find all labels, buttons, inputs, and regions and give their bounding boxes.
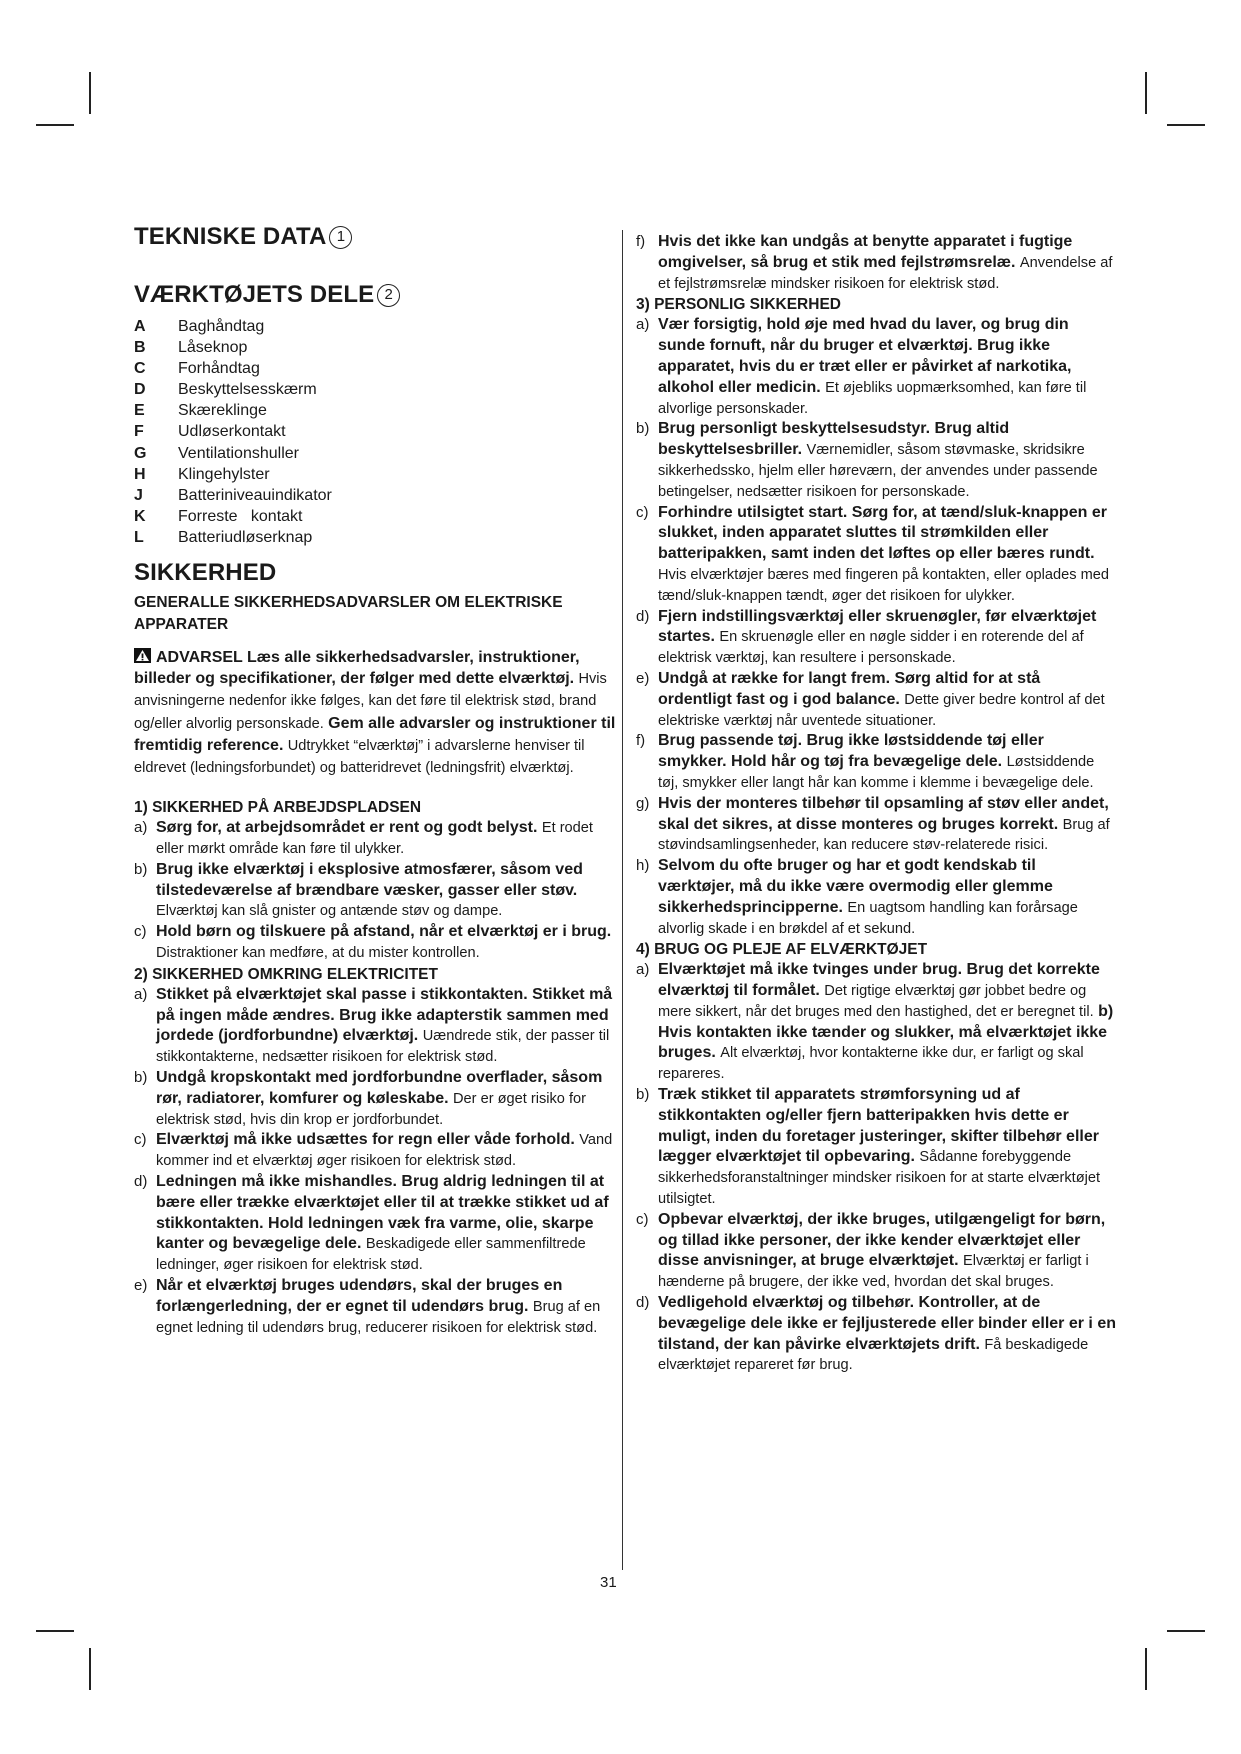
part-name: Forreste kontakt <box>178 507 303 525</box>
item-text: Der er øget risiko for elektrisk stød, hvis din krop er jordforbundet. <box>156 1090 587 1128</box>
part-letter: J <box>134 486 143 504</box>
item-text: Sådanne forebyggende sikkerhedsforanstaltninger mindsker risikoen for at starte elværktøjet utilsigtet. <box>658 1149 1101 1208</box>
crop-mark <box>36 124 74 126</box>
item-bold-text: Selvom du ofte bruger og har et godt kendskab til værktøjer, må du ikke være overmodig eller glemme sikkerhedsprincipperne. <box>658 857 1053 916</box>
figure-ref-badge: 1 <box>329 226 352 249</box>
item-bold-text: Sørg for, at arbejdsområdet er rent og godt belyst. <box>156 819 538 837</box>
part-letter: K <box>134 507 146 525</box>
item-text: En skruenøgle eller en nøgle sidder i en roterende del af elektrisk værktøj, kan resultere i personskade. <box>658 629 1084 667</box>
item-bold-text: Elværktøjet må ikke tvinges under brug. Brug det korrekte elværktøj til formålet. <box>658 961 1100 1000</box>
item-label: c) <box>636 1210 649 1228</box>
warning-text: Udtrykket “elværktøj” i advarslerne henviser til eldrevet (ledningsforbundet) og batteridrevet (ledningsfrit) elværktøj. <box>134 737 585 777</box>
crop-mark <box>89 72 91 114</box>
item-bold-text: Vedligehold elværktøj og tilbehør. Kontroller, at de bevægelige dele ikke er fejljusterede eller binder eller er i en tilstand, der kan påvirke elværktøjets drift. <box>658 1294 1116 1353</box>
part-letter: L <box>134 528 144 546</box>
crop-mark <box>89 1648 91 1690</box>
item-label: d) <box>134 1173 148 1190</box>
part-name: Batteriudløserknap <box>178 528 313 546</box>
list-item <box>134 485 618 506</box>
part-name: Låseknop <box>178 339 248 357</box>
item-bold-text: Brug passende tøj. Brug ikke løstsiddende tøj eller smykker. Hold hår og tøj fra bevægelige dele. <box>658 732 1044 771</box>
list-item <box>636 794 1116 856</box>
list-item <box>134 860 618 922</box>
item-label: e) <box>134 1276 148 1294</box>
item-text: Alt elværktøj, hvor kontakterne ikke dur, er farligt og skal repareres. <box>658 1045 1084 1083</box>
item-label: d) <box>636 1294 650 1312</box>
warning-bold-text: ADVARSEL Læs alle sikkerhedsadvarsler, instruktioner, billeder og specifikationer, der følger med dette elværktøj. <box>134 649 580 688</box>
heading-text: SIKKERHED <box>134 559 277 587</box>
item-label: b) <box>636 1086 650 1104</box>
part-name: Baghåndtag <box>178 318 265 335</box>
item-bold-text: Elværktøj må ikke udsættes for regn eller våde forhold. <box>156 1131 575 1149</box>
list-item <box>134 443 618 464</box>
part-letter: C <box>134 360 146 378</box>
warning-paragraph <box>134 647 618 779</box>
item-text: Elværktøj er farligt i hænderne på brugere, der ikke ved, hvordan det skal bruges. <box>658 1253 1089 1291</box>
general-warnings-heading: GENERALLE SIKKERHEDSADVARSLER OM ELEKTRISKE APPARATER <box>134 594 563 633</box>
item-text: Vand kommer ind et elværktøj øger risikoen for elektrisk stød. <box>156 1132 613 1170</box>
crop-mark <box>1167 124 1205 126</box>
list-item <box>134 464 618 485</box>
list-item <box>134 358 618 379</box>
item-bold-text: Forhindre utilsigtet start. Sørg for, at tænd/sluk-knappen er slukket, inden apparatet sluttes til strømkilden eller batteripakken, samt inden det løftes op eller bæres rundt. <box>658 503 1107 563</box>
item-text: Brug af en egnet ledning til udendørs brug, reducerer risikoen for elektrisk stød. <box>156 1298 601 1336</box>
item-bold-text: Vær forsigtig, hold øje med hvad du laver, og brug din sunde fornuft, når du bruger et elværktøj. Brug ikke apparatet, hvis du er træt eller er påvirket af narkotika, alkohol eller medicin. <box>658 316 1072 396</box>
list-item <box>134 337 618 358</box>
crop-mark <box>1145 72 1147 114</box>
item-text: Distraktioner kan medføre, at du mister kontrollen. <box>156 945 480 962</box>
part-name: Klingehylster <box>178 465 270 483</box>
item-label: b) <box>636 420 650 438</box>
part-name: Ventilationshuller <box>178 444 299 462</box>
item-text: En uagtsom handling kan forårsage alvorlig skade i en brøkdel af et sekund. <box>658 899 1078 937</box>
item-label: c) <box>134 923 147 941</box>
list-item <box>636 731 1116 793</box>
column-divider <box>622 230 623 1570</box>
item-text: Få beskadigede elværktøjet repareret før brug. <box>658 1336 1089 1374</box>
item-bold-text: Hvis der monteres tilbehør til opsamling af støv eller andet, skal det sikres, at disse monteres og bruges korrekt. <box>658 794 1109 833</box>
item-label: f) <box>636 233 646 250</box>
list-item <box>134 1172 618 1276</box>
item-label: d) <box>636 607 650 625</box>
crop-mark <box>1145 1648 1147 1690</box>
item-bold-text: Fjern indstillingsværktøj eller skruenøgler, før elværktøjet startes. <box>658 607 1097 646</box>
right-column <box>636 232 1116 1376</box>
item-label: a) <box>134 819 148 837</box>
part-letter: F <box>134 423 144 441</box>
section-title: 3) PERSONLIG SIKKERHED <box>636 296 841 314</box>
item-label: b) <box>134 1069 148 1087</box>
parts-list <box>134 316 618 548</box>
item-label: e) <box>636 669 650 687</box>
part-letter: D <box>134 381 146 399</box>
item-bold-text: Stikket på elværktøjet skal passe i stikkontakten. Stikket må på ingen måde ændres. Brug ikke adapterstik sammen med jordede (jordforbundne) elværktøj. <box>156 985 613 1045</box>
part-letter: H <box>134 465 146 483</box>
left-column <box>134 222 618 1338</box>
figure-ref-badge: 2 <box>377 284 400 307</box>
heading-tool-parts <box>134 280 618 310</box>
item-label: c) <box>636 503 649 521</box>
warning-bold-text: Gem alle advarsler og instruktioner til fremtidig reference. <box>134 714 616 754</box>
part-name: Forhåndtag <box>178 360 260 378</box>
heading-text: VÆRKTØJETS DELE <box>134 281 375 308</box>
item-label: f) <box>636 732 646 750</box>
item-bold-text: Opbevar elværktøj, der ikke bruges, utilgængeligt for børn, og tillad ikke personer, der ikke kender elværktøjet eller disse anvisninger, at bruge elværktøjet. <box>658 1210 1106 1270</box>
part-letter: E <box>134 402 145 420</box>
item-bold-text: Hvis det ikke kan undgås at benytte apparatet i fugtige omgivelser, så brug et stik med fejlstrømsrelæ. <box>658 233 1073 271</box>
warning-text: Hvis anvisningerne nedenfor ikke følges, kan det føre til elektrisk stød, brand og/eller alvorlig personskade. <box>134 671 607 732</box>
part-letter: G <box>134 444 147 462</box>
list-item <box>636 232 1116 294</box>
list-item <box>134 421 618 442</box>
item-bold-text: Brug ikke elværktøj i eksplosive atmosfærer, såsom ved tilstedeværelse af brændbare væsker, gasser eller støv. <box>156 860 583 899</box>
item-label: g) <box>636 794 650 812</box>
warning-triangle-icon <box>134 648 151 663</box>
item-text: Elværktøj kan slå gnister og antænde støv og dampe. <box>156 903 503 920</box>
item-text: Brug af støvindsamlingsenheder, kan reducere støv-relaterede risici. <box>658 816 1110 854</box>
item-bold-text: Ledningen må ikke mishandles. Brug aldrig ledningen til at bære eller trække elværktøjet eller til at trække stikket ud af stikkontakten. Hold ledningen væk fra varme, olie, skarpe kanter og bevægelige dele. <box>156 1173 609 1253</box>
item-bold-text: Når et elværktøj bruges udendørs, skal der bruges en forlængerledning, der er egnet til udendørs brug. <box>156 1276 563 1315</box>
list-item <box>134 379 618 400</box>
section-title: 1) SIKKERHED PÅ ARBEJDSPLADSEN <box>134 799 422 817</box>
list-item <box>134 506 618 527</box>
list-item <box>134 400 618 421</box>
part-name: Skæreklinge <box>178 402 267 420</box>
list-item <box>636 960 1116 1085</box>
list-item <box>636 419 1116 502</box>
list-item <box>134 818 618 860</box>
list-item <box>636 669 1116 731</box>
part-name: Beskyttelsesskærm <box>178 381 317 399</box>
list-item <box>636 315 1116 419</box>
item-label: a) <box>134 985 148 1003</box>
list-item <box>134 316 618 337</box>
item-text: Det rigtige elværktøj gør jobbet bedre og mere sikkert, når det bruges med den hastighed, det er beregnet til. <box>658 983 1094 1020</box>
list-item <box>134 527 618 548</box>
item-bold-text: Brug personligt beskyttelsesudstyr. Brug altid beskyttelsesbriller. <box>658 420 1010 459</box>
list-item <box>636 503 1116 607</box>
section-title: 4) BRUG OG PLEJE AF ELVÆRKTØJET <box>636 941 928 959</box>
item-text: Beskadigede eller sammenfiltrede ledninger, øger risikoen for elektrisk stød. <box>156 1236 586 1274</box>
list-item <box>636 1293 1116 1376</box>
item-text: Dette giver bedre kontrol af det elektriske værktøj når uventede situationer. <box>658 691 1105 729</box>
section-title: 2) SIKKERHED OMKRING ELEKTRICITET <box>134 965 438 983</box>
part-name: Batteriniveauindikator <box>178 486 332 504</box>
list-item <box>134 1276 618 1338</box>
item-label: a) <box>636 961 650 979</box>
part-name: Udløserkontakt <box>178 423 286 441</box>
item-bold-text: Undgå at række for langt frem. Sørg altid for at stå ordentligt fast og i god balance. <box>658 669 1041 708</box>
list-item <box>134 922 618 964</box>
item-text: Uændrede stik, der passer til stikkontakterne, nedsætter risikoen for elektrisk stød. <box>156 1028 610 1066</box>
item-text: Hvis elværktøjer bæres med fingeren på kontakten, eller oplades med tænd/sluk-knappen tændt, øger det risikoen for ulykker. <box>658 566 1109 604</box>
list-item <box>636 856 1116 939</box>
list-item <box>134 1068 618 1130</box>
item-label: b) <box>134 860 148 878</box>
item-text: Et øjebliks uopmærksomhed, kan føre til alvorlige personskader. <box>658 379 1087 417</box>
crop-mark <box>36 1630 74 1632</box>
item-text: Løstsiddende tøj, smykker eller langt hår kan komme i klemme i bevægelige dele. <box>658 754 1095 791</box>
page-number: 31 <box>600 1574 617 1591</box>
item-text: Værnemidler, såsom støvmaske, skridsikre sikkerhedssko, hjelm eller høreværn, der anvendes under passende betingelser, nedsætter risikoen for personskade. <box>658 442 1098 500</box>
list-item <box>636 1085 1116 1210</box>
list-item <box>636 607 1116 669</box>
list-item <box>134 985 618 1068</box>
item-bold-text: Hold børn og tilskuere på afstand, når et elværktøj er i brug. <box>156 923 612 941</box>
item-bold-text: b) Hvis kontakten ikke tænder og slukker, må elværktøjet ikke bruges. <box>658 1002 1114 1062</box>
part-letter: A <box>134 318 146 335</box>
item-bold-text: Træk stikket til apparatets strømforsyning ud af stikkontakten og/eller fjern batteripakken hvis dette er muligt, inden du foretager justeringer, skifter tilbehør eller lægger elværktøjet til opbevaring. <box>658 1086 1099 1166</box>
item-text: Et rodet eller mørkt område kan føre til ulykker. <box>156 820 593 858</box>
crop-mark <box>1167 1630 1205 1632</box>
item-text: Anvendelse af et fejlstrømsrelæ mindsker risikoen for elektrisk stød. <box>658 254 1113 292</box>
list-item <box>636 1210 1116 1293</box>
heading-technical-data <box>134 222 618 252</box>
heading-safety <box>134 558 618 588</box>
part-letter: B <box>134 339 146 357</box>
item-label: h) <box>636 857 650 875</box>
item-bold-text: Undgå kropskontakt med jordforbundne overflader, såsom rør, radiatorer, komfurer og køleskabe. <box>156 1069 603 1107</box>
heading-text: TEKNISKE DATA <box>134 223 327 250</box>
item-label: c) <box>134 1131 147 1149</box>
list-item <box>134 1130 618 1172</box>
item-label: a) <box>636 316 650 334</box>
